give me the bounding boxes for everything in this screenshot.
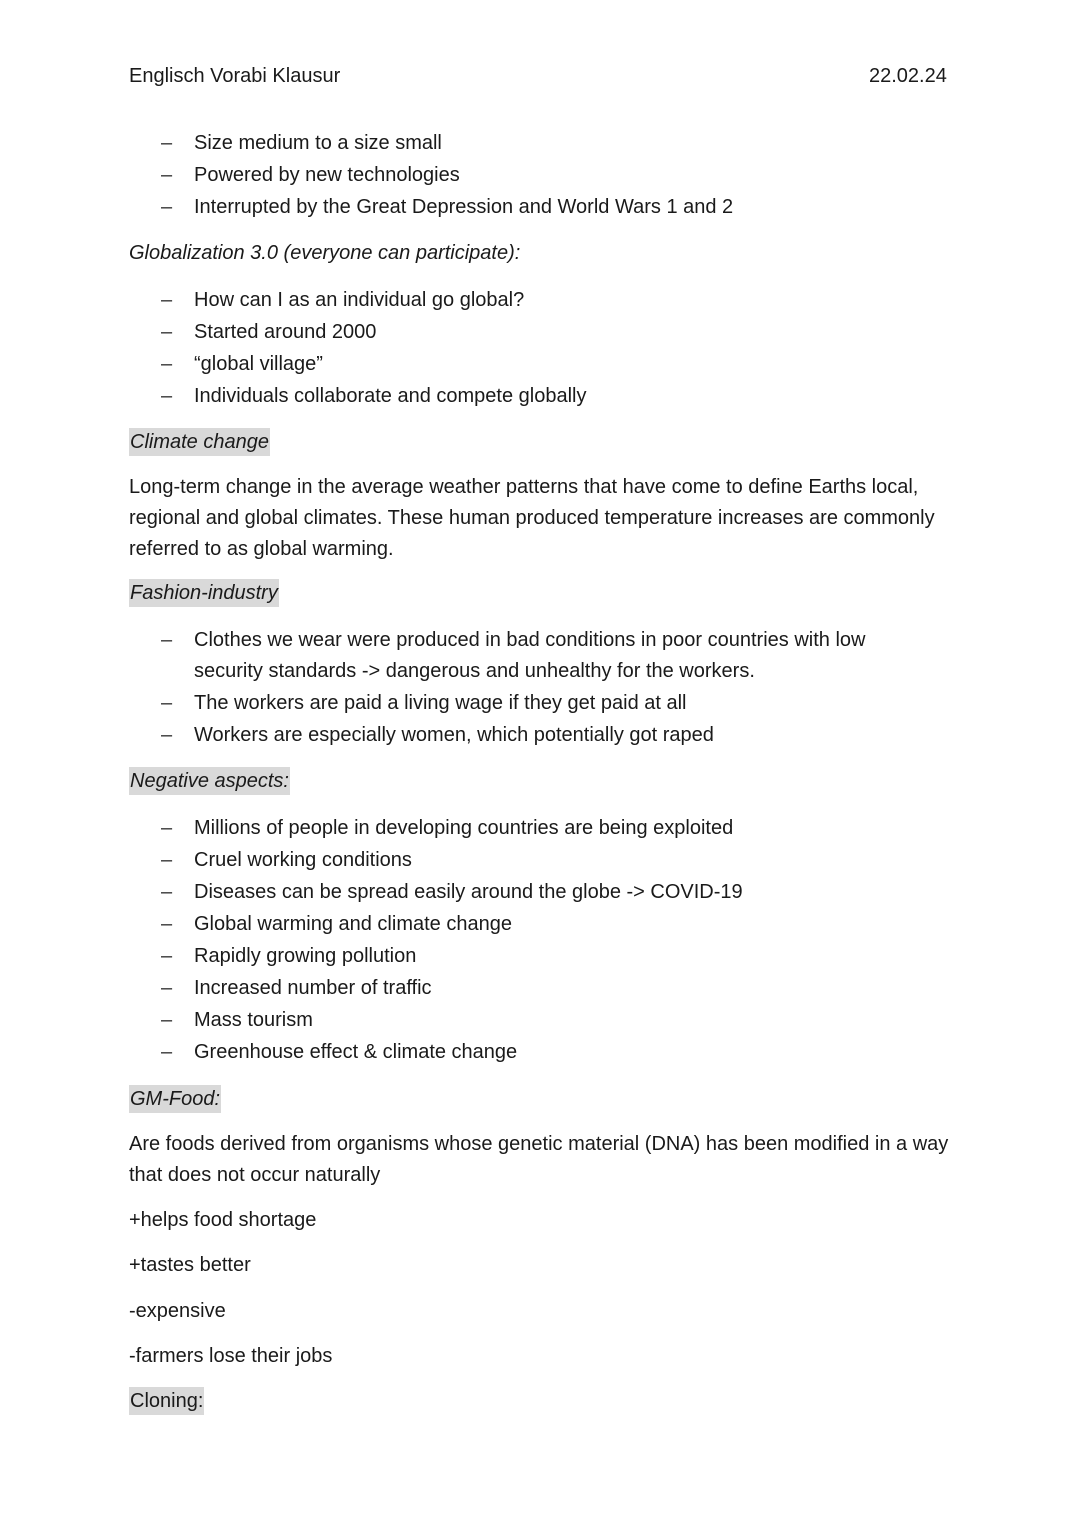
negative-heading-wrap xyxy=(129,767,290,795)
gmfood-heading: GM-Food: xyxy=(129,1085,221,1113)
document-title: Englisch Vorabi Klausur xyxy=(129,65,341,87)
list-item: – Workers are especially women, which potentially got raped xyxy=(129,719,959,751)
list-item: – Cruel working conditions xyxy=(129,844,959,876)
list-item: – Mass tourism xyxy=(129,1004,959,1036)
negative-list xyxy=(129,812,959,1068)
list-item: – Millions of people in developing countries are being exploited xyxy=(129,812,959,844)
list-item: – Global warming and climate change xyxy=(129,908,959,940)
cloning-heading: Cloning: xyxy=(129,1387,204,1415)
climate-heading-wrap xyxy=(129,428,270,456)
gmfood-paragraph: Are foods derived from organisms whose genetic material (DNA) has been modified in a way that does not occur naturally xyxy=(129,1133,949,1186)
gmfood-pro-1: +helps food shortage xyxy=(129,1209,317,1231)
list-item: – Greenhouse effect & climate change xyxy=(129,1036,959,1068)
intro-list xyxy=(129,127,959,223)
list-item: – Interrupted by the Great Depression and World Wars 1 and 2 xyxy=(129,191,959,223)
gmfood-con-1: -expensive xyxy=(129,1300,226,1322)
cloning-heading-wrap xyxy=(129,1387,204,1415)
gmfood-pro-2: +tastes better xyxy=(129,1254,251,1276)
list-item: – How can I as an individual go global? xyxy=(129,284,959,316)
list-item: – Started around 2000 xyxy=(129,316,959,348)
climate-paragraph: Long-term change in the average weather patterns that have come to define Earths local, regional and global climates. These human produced temperature increases are commonly referred to as global warming. xyxy=(129,476,935,560)
list-item: – Powered by new technologies xyxy=(129,159,959,191)
list-item: – Individuals collaborate and compete globally xyxy=(129,380,959,412)
globalization-3-list xyxy=(129,284,959,412)
list-item: – Clothes we wear were produced in bad conditions in poor countries with low security standards -> dangerous and unhealthy for the workers. xyxy=(129,625,959,687)
climate-heading: Climate change xyxy=(129,428,270,456)
gmfood-heading-wrap xyxy=(129,1085,221,1113)
list-item: – Diseases can be spread easily around the globe -> COVID-19 xyxy=(129,876,959,908)
globalization-3-heading: Globalization 3.0 (everyone can participate): xyxy=(129,242,521,264)
document-date: 22.02.24 xyxy=(869,65,947,87)
list-item: – Size medium to a size small xyxy=(129,127,959,159)
fashion-heading: Fashion-industry xyxy=(129,579,279,607)
gmfood-con-2: -farmers lose their jobs xyxy=(129,1345,333,1367)
fashion-heading-wrap xyxy=(129,579,279,607)
negative-heading: Negative aspects: xyxy=(129,767,290,795)
fashion-list xyxy=(129,625,959,751)
list-item: – “global village” xyxy=(129,348,959,380)
list-item: – The workers are paid a living wage if they get paid at all xyxy=(129,687,959,719)
list-item: – Increased number of traffic xyxy=(129,972,959,1004)
list-item: – Rapidly growing pollution xyxy=(129,940,959,972)
